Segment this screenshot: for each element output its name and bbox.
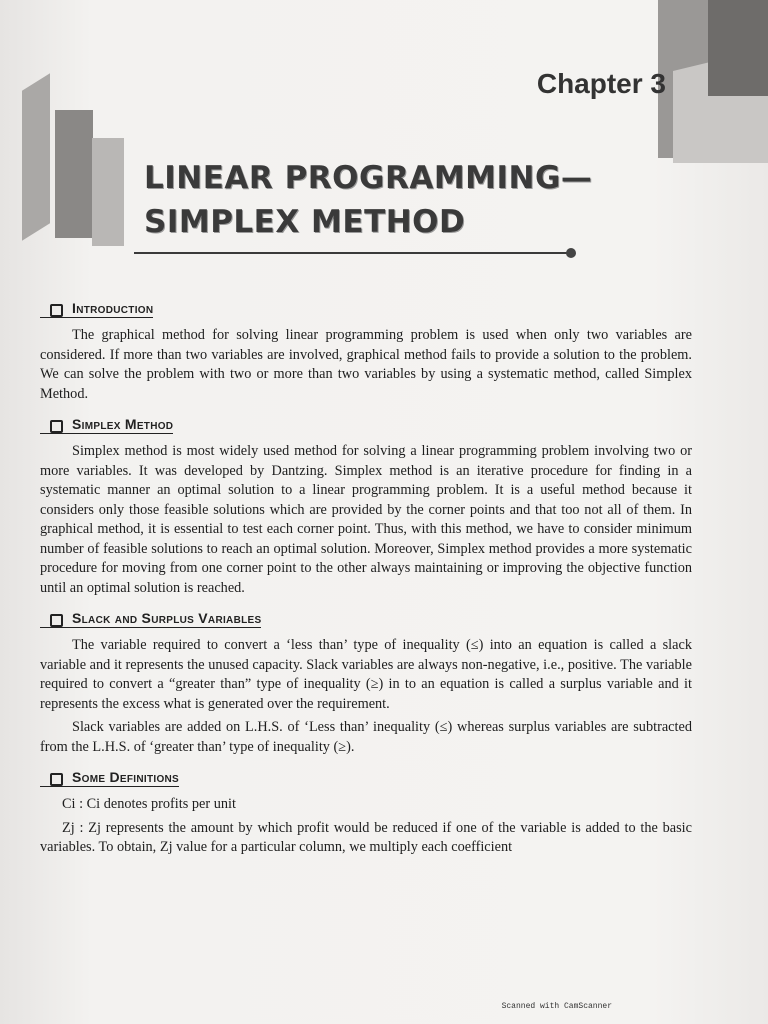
title-line-2: SIMPLEX METHOD	[144, 204, 466, 240]
decorative-slab	[708, 0, 768, 96]
decorative-slab	[55, 110, 93, 238]
page-content	[40, 300, 692, 870]
checkbox-square-icon	[50, 304, 63, 317]
paragraph: The variable required to convert a ‘less than’ type of inequality (≤) into an equation is called a slack variable and it represents the unused capacity. Slack variables are always non-negative, i.e., positive. The variable required to convert a “greater than” type of inequality (≥) in to an equation is called a surplus variable and it represents the excess what is generated over the requirement.	[40, 637, 692, 712]
page-title	[144, 156, 592, 244]
checkbox-square-icon	[50, 614, 63, 627]
paragraph: Zj : Zj represents the amount by which profit would be reduced if one of the variable is added to the basic variables. To obtain, Zj value for a particular column, we multiply each coefficient	[40, 819, 692, 855]
title-line-1: LINEAR PROGRAMMING—	[144, 160, 593, 196]
section-heading: Simplex Method	[40, 416, 173, 434]
chapter-label: Chapter 3	[536, 68, 666, 99]
decorative-slab	[92, 138, 124, 246]
paragraph: Ci : Ci denotes profits per unit	[62, 796, 236, 812]
section-heading: Introduction	[40, 300, 153, 318]
section-slack-surplus	[40, 610, 692, 757]
section-some-definitions	[40, 769, 692, 858]
section-introduction	[40, 300, 692, 404]
scan-watermark: Scanned with CamScanner	[501, 1002, 612, 1011]
section-heading: Some Definitions	[40, 769, 179, 787]
section-heading: Slack and Surplus Variables	[40, 610, 261, 628]
paragraph: The graphical method for solving linear programming problem is used when only two variables are considered. If more than two variables are involved, graphical method fails to provide a solution to the problem. We can solve the problem with two or more than two variables by using a systematic method, called Simplex Method.	[40, 327, 692, 402]
paragraph: Slack variables are added on L.H.S. of ‘Less than’ inequality (≤) whereas surplus variables are subtracted from the L.H.S. of ‘greater than’ type of inequality (≥).	[40, 719, 692, 755]
checkbox-square-icon	[50, 420, 63, 433]
title-underline-dot	[566, 248, 576, 258]
decorative-slab	[22, 73, 50, 240]
title-underline	[134, 252, 570, 254]
section-simplex-method	[40, 416, 692, 598]
paragraph: Simplex method is most widely used method for solving a linear programming problem involving two or more variables. It was developed by Dantzing. Simplex method is an iterative procedure for finding in a systematic manner an optimal solution to a linear programming problem. It is a useful method because it considers only those feasible solutions which are provided by the corner points and that too not all of them. In graphical method, it is essential to test each corner point. Thus, with this method, we have to consider minimum number of feasible solutions to reach an optimal solution. Moreover, Simplex method provides a more systematic procedure for moving from one corner point to the other always maintaining or improving the objective function until an optimal solution is reached.	[40, 443, 692, 596]
checkbox-square-icon	[50, 773, 63, 786]
